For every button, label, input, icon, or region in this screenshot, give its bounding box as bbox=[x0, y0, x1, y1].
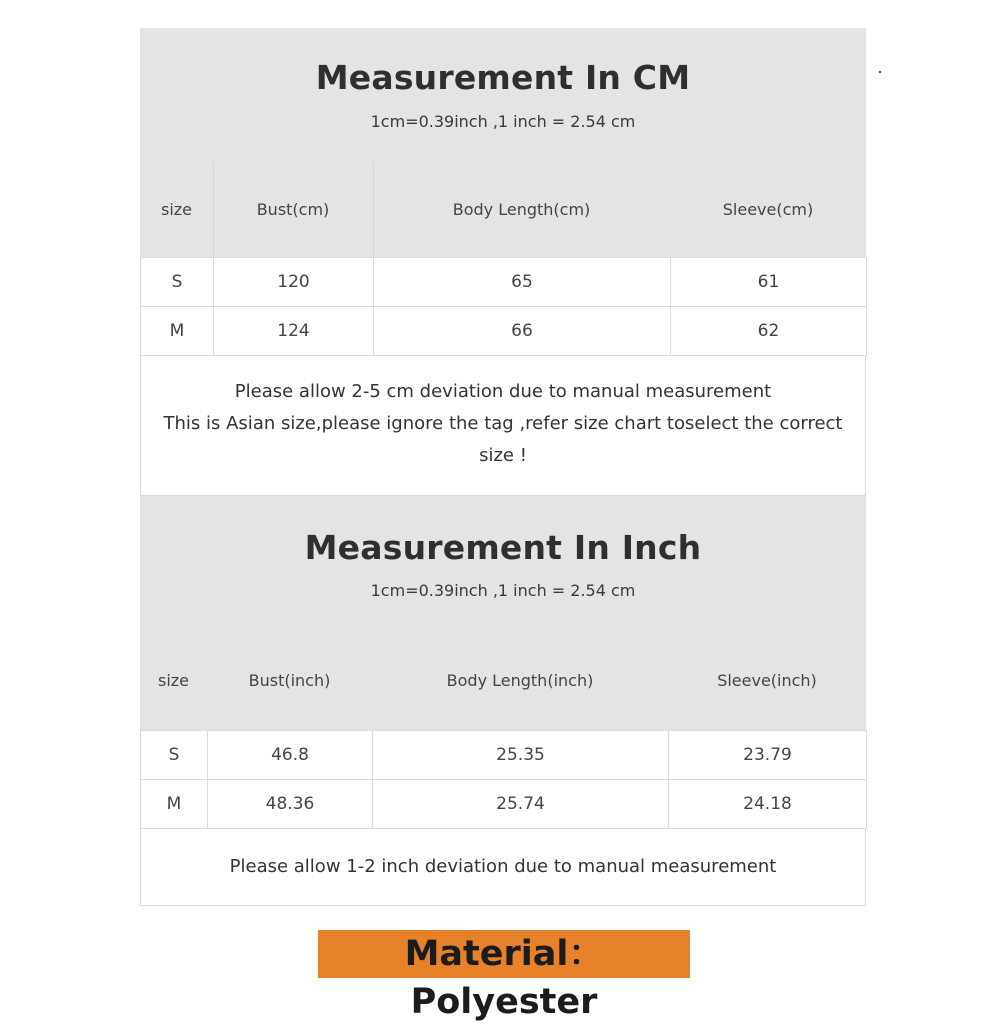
inch-cell-bust: 48.36 bbox=[208, 780, 373, 829]
inch-cell-bust: 46.8 bbox=[208, 731, 373, 780]
material-label: Material： Polyester bbox=[318, 930, 690, 978]
cm-header-panel bbox=[140, 28, 866, 257]
table-row bbox=[141, 307, 867, 356]
inch-cell-body-length: 25.35 bbox=[373, 731, 669, 780]
cm-deviation-note bbox=[140, 356, 866, 496]
cm-title: Measurement In CM bbox=[315, 58, 691, 97]
inch-cell-sleeve: 24.18 bbox=[669, 780, 867, 829]
cm-size-table bbox=[140, 257, 867, 356]
cm-cell-bust: 124 bbox=[214, 307, 374, 356]
inch-cell-size: M bbox=[141, 780, 208, 829]
cm-cell-body-length: 65 bbox=[374, 258, 671, 307]
cm-cell-sleeve: 62 bbox=[671, 307, 867, 356]
cm-note-line-1: Please allow 2-5 cm deviation due to manual measurement bbox=[234, 381, 772, 402]
inch-deviation-note: Please allow 1-2 inch deviation due to manual measurement bbox=[140, 829, 866, 906]
inch-cell-size: S bbox=[141, 731, 208, 780]
cm-header-size: size bbox=[160, 200, 193, 219]
cm-header-bust: Bust(cm) bbox=[256, 200, 330, 219]
inch-cell-sleeve: 23.79 bbox=[669, 731, 867, 780]
inch-header-size: size bbox=[157, 671, 190, 690]
stray-dot bbox=[879, 71, 881, 73]
cm-header-sleeve: Sleeve(cm) bbox=[722, 200, 814, 219]
cm-cell-size: S bbox=[141, 258, 214, 307]
inch-title: Measurement In Inch bbox=[304, 528, 702, 567]
table-row bbox=[141, 731, 867, 780]
inch-header-bust: Bust(inch) bbox=[248, 671, 331, 690]
cm-header-body-length: Body Length(cm) bbox=[452, 200, 591, 219]
table-row bbox=[141, 780, 867, 829]
cm-cell-body-length: 66 bbox=[374, 307, 671, 356]
cm-cell-sleeve: 61 bbox=[671, 258, 867, 307]
cm-cell-size: M bbox=[141, 307, 214, 356]
inch-header-body-length: Body Length(inch) bbox=[446, 671, 594, 690]
inch-size-table bbox=[140, 730, 867, 829]
inch-header-sleeve: Sleeve(inch) bbox=[717, 671, 817, 690]
inch-header-panel bbox=[140, 496, 866, 730]
cm-conversion-note: 1cm=0.39inch ,1 inch = 2.54 cm bbox=[370, 112, 636, 131]
inch-conversion-note: 1cm=0.39inch ,1 inch = 2.54 cm bbox=[370, 581, 636, 600]
cm-cell-bust: 120 bbox=[214, 258, 374, 307]
table-row bbox=[141, 258, 867, 307]
cm-note-line-2: This is Asian size,please ignore the tag ,refer size chart toselect the correct size ! bbox=[163, 413, 843, 466]
inch-cell-body-length: 25.74 bbox=[373, 780, 669, 829]
